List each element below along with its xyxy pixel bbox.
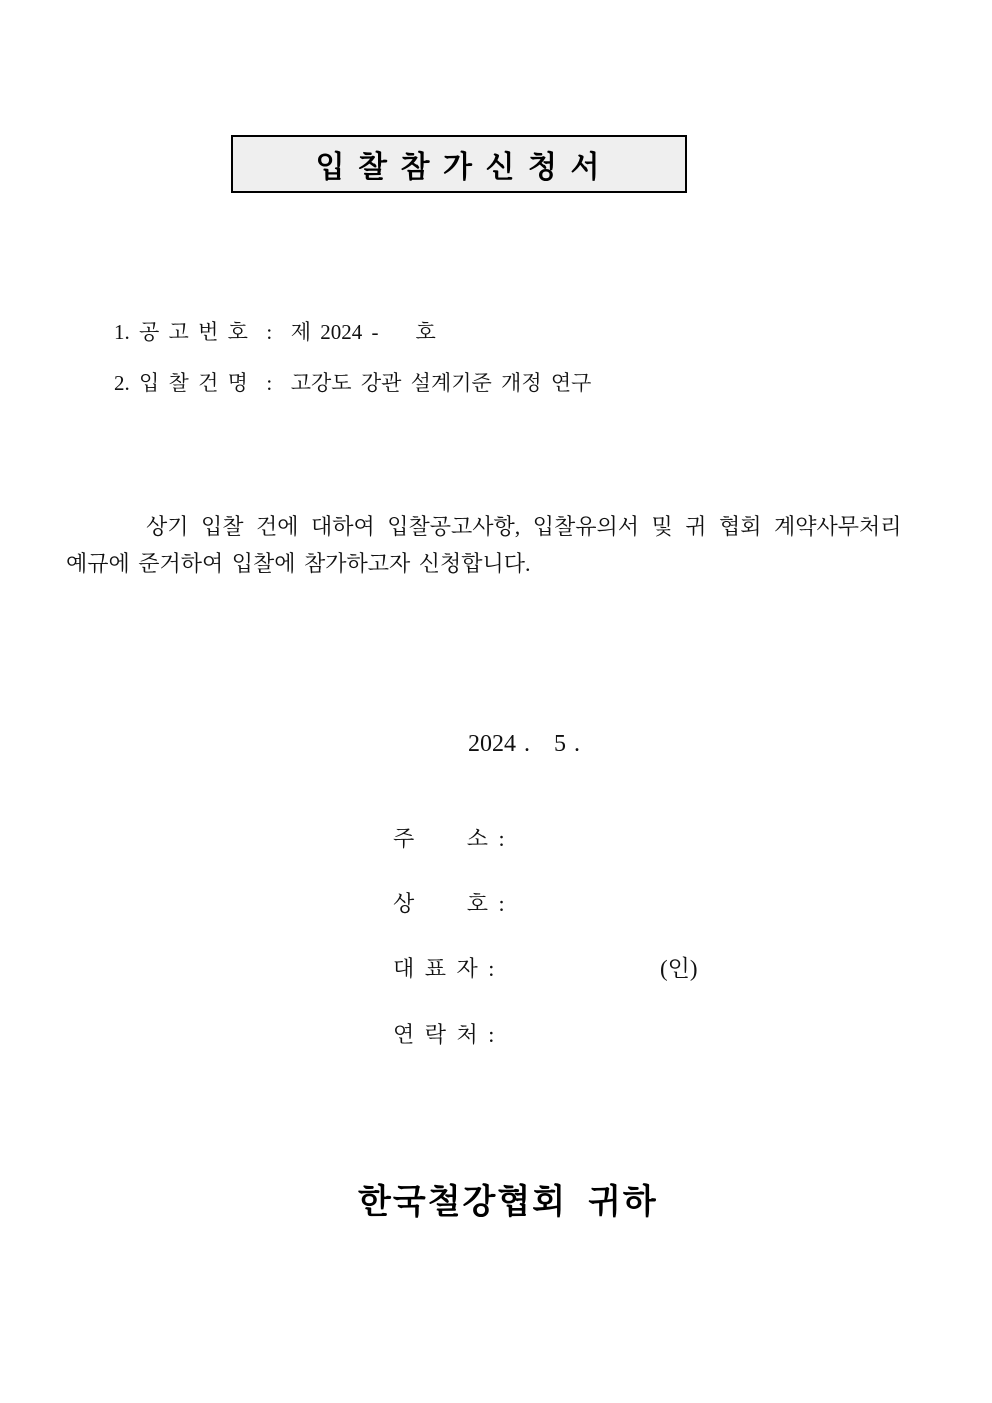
seal-mark: (인) — [660, 956, 698, 981]
recipient-line: 한국철강협회 귀하 — [358, 1184, 658, 1221]
body-paragraph-line-2: 예규에 준거하여 입찰에 참가하고자 신청합니다. — [66, 551, 531, 576]
title-box — [231, 135, 687, 193]
field-representative-label: 대 표 자 : — [393, 956, 495, 981]
date-line: 2024 . 5 . — [468, 731, 580, 757]
notice-number-line: 1. 공 고 번 호 : 제 2024 - 호 — [114, 320, 436, 344]
field-address-label: 주 소 : — [393, 826, 505, 851]
body-paragraph-line-1: 상기 입찰 건에 대하여 입찰공고사항, 입찰유의서 및 귀 협회 계약사무처리 — [146, 514, 902, 539]
field-contact-label: 연 락 처 : — [393, 1022, 495, 1047]
document-title: 입 찰 참 가 신 청 서 — [315, 151, 603, 184]
field-company-label: 상 호 : — [393, 891, 505, 916]
bid-title-line: 2. 입 찰 건 명 : 고강도 강관 설계기준 개정 연구 — [114, 371, 592, 395]
